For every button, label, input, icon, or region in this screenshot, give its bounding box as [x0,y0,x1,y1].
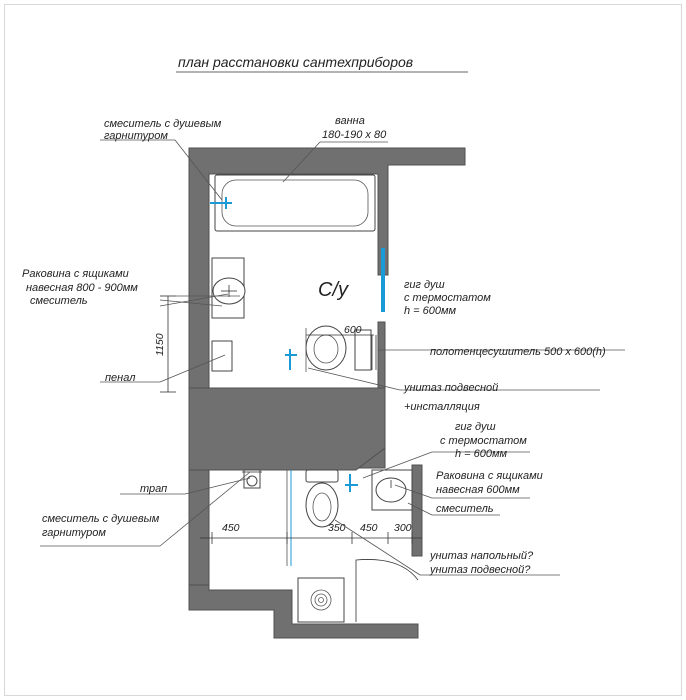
floor-drain-icon [247,476,257,486]
label-bath-2: 180-190 x 80 [322,129,387,141]
plan-title: план расстановки сантехприборов [178,54,414,70]
door-swing-arc [356,559,418,622]
middle-wall-block [189,388,385,470]
hygienic-shower-top-icon [381,248,385,312]
label-sink-bottom-1: Раковина с ящиками [436,470,543,482]
toilet-installation [355,330,371,370]
label-hyg-shower-top-1: гиг душ [404,279,445,291]
label-bath-mixer-1: смеситель с душевым [104,118,222,130]
label-wall-toilet-1: унитаз подвесной [404,382,499,394]
label-towel-dryer: полотенцесушитель 500 x 600(h) [430,346,606,358]
dim-350-text: 350 [328,522,346,534]
label-toilet-question-1: унитаз напольный? [430,550,534,562]
label-hyg-shower-bottom-1: гиг душ [455,421,496,433]
label-mixer-bottom: смеситель [436,503,494,515]
washing-machine [298,578,344,622]
bathtub-outline [215,175,375,231]
label-hyg-shower-top-2: с термостатом [404,292,491,304]
label-cabinet: пенал [105,372,136,384]
label-hyg-shower-bottom-2: с термостатом [440,435,527,447]
floor-toilet-bowl [306,483,338,527]
label-sink-top-1: Раковина с ящиками [22,268,129,280]
label-toilet-question-2: унитаз подвесной? [430,564,531,576]
room-label: С/у [318,279,348,301]
label-hyg-shower-top-3: h = 600мм [404,305,457,317]
dim-450-left-text: 450 [222,522,240,534]
label-sink-bottom-2: навесная 600мм [436,484,520,496]
lower-right-wall [412,465,422,556]
label-wall-toilet-2: +инсталляция [404,401,480,413]
label-shower-mixer-1: смеситель с душевым [42,513,160,525]
label-hyg-shower-bottom-3: h = 600мм [455,448,508,460]
label-sink-top-3: смеситель [30,295,88,307]
label-bath-1: ванна [335,115,365,127]
label-drain: трап [140,483,168,495]
dim-1150-text: 1150 [154,333,166,356]
floor-toilet-tank [306,470,338,482]
dim-300-text: 300 [394,522,412,534]
dim-600-text: 600 [344,324,362,336]
dim-450-right-text: 450 [360,522,378,534]
label-bath-mixer-2: гарнитуром [104,130,168,142]
label-sink-top-2: навесная 800 - 900мм [26,282,138,294]
label-shower-mixer-2: гарнитуром [42,527,106,539]
